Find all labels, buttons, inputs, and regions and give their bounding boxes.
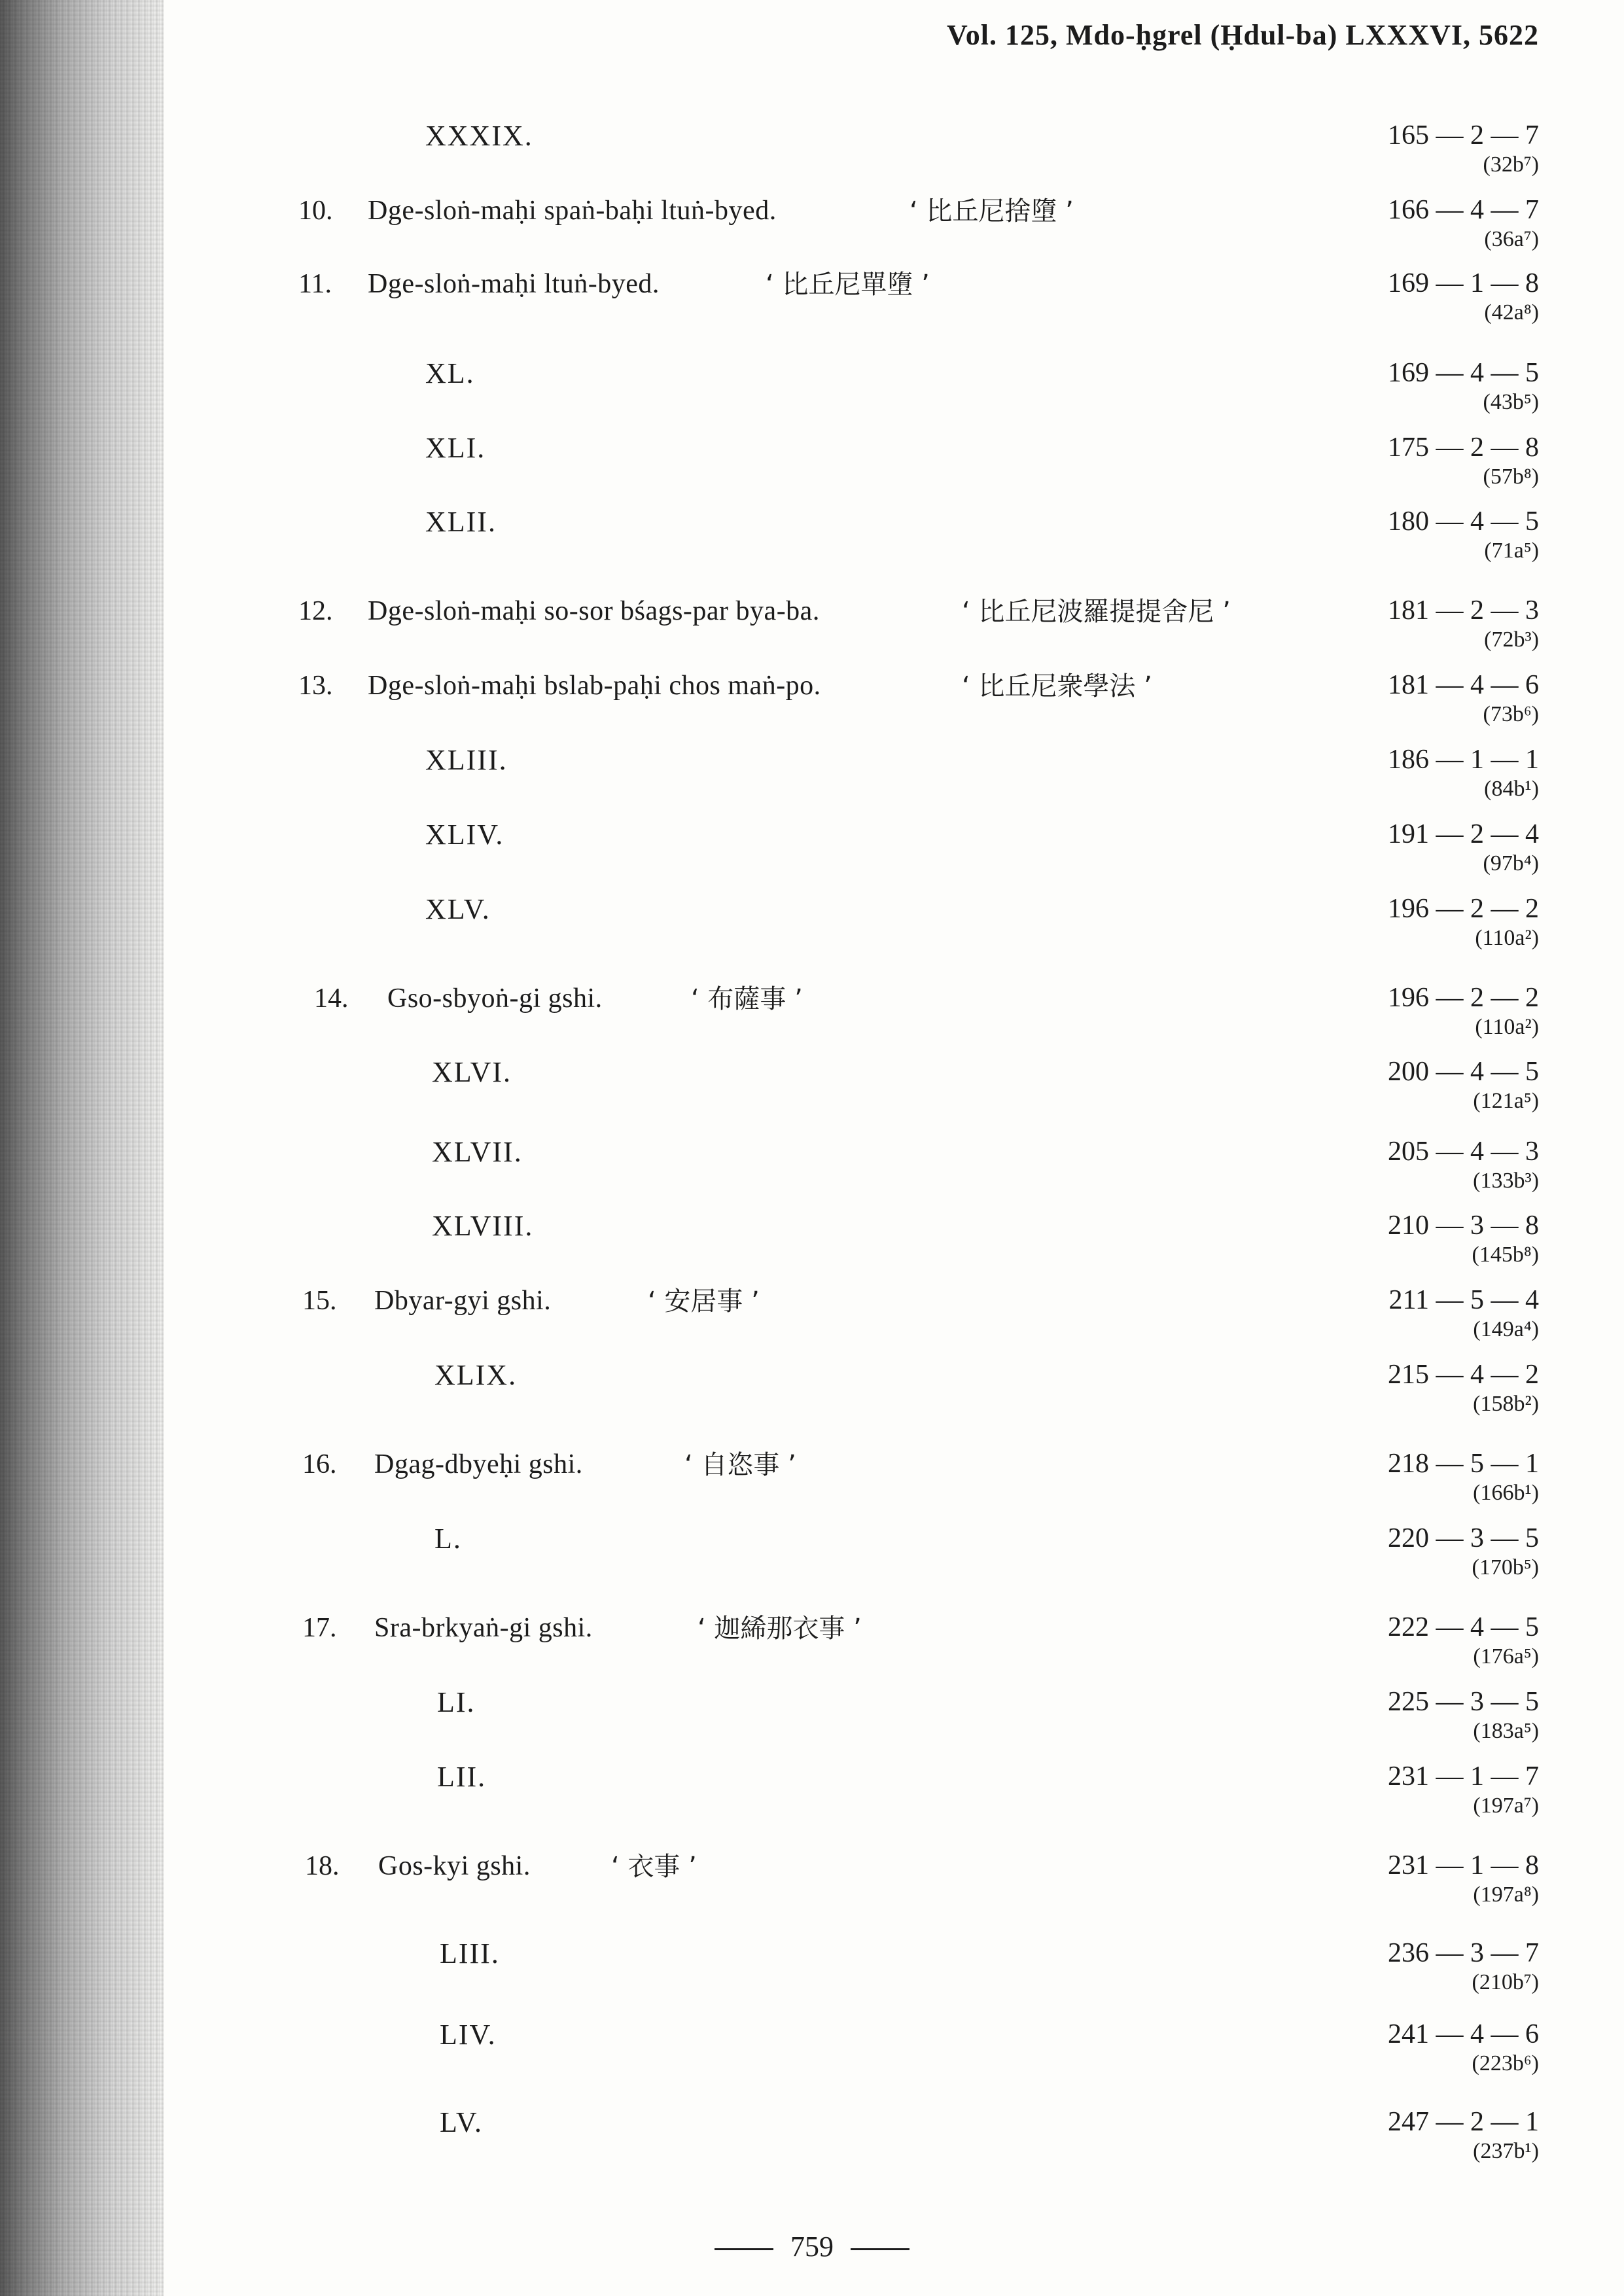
list-item [0, 1611, 1624, 1689]
folio-reference: (170b⁵) [1472, 1555, 1539, 1580]
entry-number: 16. [302, 1449, 337, 1479]
section-roman: LIII. [440, 1937, 500, 1969]
entry-chinese-title: ‘ 衣事 ’ [611, 1852, 697, 1882]
page-reference: 196 — 2 — 2 [1388, 983, 1539, 1013]
folio-reference: (57b⁸) [1483, 465, 1539, 489]
entry-chinese-title: ‘ 比丘尼波羅提提舍尼 ’ [962, 597, 1231, 627]
folio-reference: (110a²) [1475, 1015, 1539, 1039]
folio-reference: (176a⁵) [1473, 1644, 1539, 1669]
list-item [0, 743, 1624, 822]
page-reference: 236 — 3 — 7 [1388, 1938, 1539, 1968]
page-reference: 231 — 1 — 8 [1388, 1850, 1539, 1881]
folio-reference: (72b³) [1484, 627, 1539, 652]
list-item [0, 1849, 1624, 1928]
page-reference: 175 — 2 — 8 [1388, 433, 1539, 463]
folio-reference: (110a²) [1475, 926, 1539, 950]
page-reference: 181 — 2 — 3 [1388, 595, 1539, 626]
folio-reference: (133b³) [1473, 1169, 1539, 1193]
folio-reference: (32b⁷) [1483, 152, 1539, 177]
list-item [0, 594, 1624, 673]
folio-reference: (210b⁷) [1472, 1970, 1539, 1994]
entry-title: Sra-brkyaṅ-gi gshi. [374, 1613, 593, 1643]
list-item [0, 267, 1624, 345]
page-footer [0, 2230, 1624, 2263]
list-item [0, 505, 1624, 584]
page-reference: 218 — 5 — 1 [1388, 1449, 1539, 1479]
list-item [0, 1686, 1624, 1764]
page-reference: 196 — 2 — 2 [1388, 894, 1539, 924]
entry-number: 15. [302, 1286, 337, 1316]
entry-title: Dge-sloṅ-maḥi so-sor bśags-par bya-ba. [368, 596, 820, 626]
list-item [0, 1937, 1624, 2015]
entry-chinese-title: ‘ 自恣事 ’ [684, 1450, 796, 1480]
page-reference: 231 — 1 — 7 [1388, 1761, 1539, 1792]
page-reference: 211 — 5 — 4 [1388, 1285, 1539, 1315]
entry-chinese-title: ‘ 比丘尼單墮 ’ [766, 270, 930, 300]
entry-title: Dbyar-gyi gshi. [374, 1286, 552, 1316]
list-item [0, 1522, 1624, 1600]
list-item [0, 1055, 1624, 1134]
folio-reference: (97b⁴) [1483, 851, 1539, 875]
entry-chinese-title: ‘ 安居事 ’ [648, 1286, 760, 1316]
section-roman: XLII. [425, 506, 497, 538]
list-item [0, 1447, 1624, 1526]
folio-reference: (149a⁴) [1473, 1317, 1539, 1341]
list-item [0, 1358, 1624, 1437]
page-reference: 169 — 4 — 5 [1388, 358, 1539, 388]
list-item [0, 2106, 1624, 2184]
folio-reference: (121a⁵) [1473, 1089, 1539, 1113]
page-reference: 181 — 4 — 6 [1388, 670, 1539, 700]
folio-reference: (223b⁶) [1472, 2051, 1539, 2075]
folio-reference: (84b¹) [1484, 777, 1539, 801]
page-reference: 191 — 2 — 4 [1388, 819, 1539, 849]
page-reference: 205 — 4 — 3 [1388, 1137, 1539, 1167]
folio-reference: (158b²) [1473, 1392, 1539, 1416]
entry-number: 13. [298, 671, 333, 701]
page-reference: 169 — 1 — 8 [1388, 268, 1539, 298]
list-item [0, 818, 1624, 896]
folio-reference: (183a⁵) [1473, 1719, 1539, 1743]
entry-chinese-title: ‘ 迦絺那衣事 ’ [697, 1614, 862, 1644]
section-roman: XLIX. [434, 1359, 518, 1391]
list-item [0, 1284, 1624, 1362]
entry-number: 11. [298, 269, 332, 299]
page-reference: 247 — 2 — 1 [1388, 2107, 1539, 2137]
page-reference: 200 — 4 — 5 [1388, 1057, 1539, 1087]
folio-reference: (73b⁶) [1483, 702, 1539, 726]
entry-number: 12. [298, 596, 333, 626]
section-roman: XLVI. [432, 1056, 512, 1088]
entry-title: Gos-kyi gshi. [378, 1851, 531, 1881]
list-item [0, 431, 1624, 510]
section-roman: XLV. [425, 893, 491, 925]
page-reference: 180 — 4 — 5 [1388, 506, 1539, 537]
page-reference: 220 — 3 — 5 [1388, 1523, 1539, 1553]
list-item [0, 1135, 1624, 1214]
footer-rule-left [715, 2248, 773, 2250]
page-reference: 186 — 1 — 1 [1388, 745, 1539, 775]
page-reference: 166 — 4 — 7 [1388, 195, 1539, 225]
entry-title: Dgag-dbyeḥi gshi. [374, 1449, 583, 1479]
page-reference: 165 — 2 — 7 [1388, 120, 1539, 150]
entry-title: Dge-sloṅ-maḥi bslab-paḥi chos maṅ-po. [368, 671, 821, 701]
list-item [0, 119, 1624, 198]
entry-number: 18. [305, 1851, 340, 1881]
page-reference: 222 — 4 — 5 [1388, 1612, 1539, 1642]
list-item [0, 2018, 1624, 2096]
list-item [0, 194, 1624, 272]
page-reference: 225 — 3 — 5 [1388, 1687, 1539, 1717]
entry-number: 17. [302, 1613, 337, 1643]
section-roman: XLVIII. [432, 1210, 534, 1242]
section-roman: LI. [437, 1686, 476, 1718]
list-item [0, 1209, 1624, 1288]
folio-reference: (36a⁷) [1484, 227, 1539, 251]
section-roman: XXXIX. [425, 120, 533, 152]
folio-reference: (43b⁵) [1483, 390, 1539, 414]
section-roman: LV. [440, 2106, 483, 2138]
entry-chinese-title: ‘ 比丘尼衆學法 ’ [962, 671, 1152, 701]
folio-reference: (71a⁵) [1484, 539, 1539, 563]
section-roman: XLVII. [432, 1136, 523, 1168]
list-item [0, 357, 1624, 435]
section-roman: XL. [425, 357, 475, 389]
entry-number: 14. [314, 983, 349, 1014]
footer-rule-right [851, 2248, 909, 2250]
page-reference: 215 — 4 — 2 [1388, 1360, 1539, 1390]
list-item [0, 669, 1624, 747]
entry-title: Dge-sloṅ-maḥi spaṅ-baḥi ltuṅ-byed. [368, 196, 777, 226]
section-roman: XLIII. [425, 744, 508, 776]
entry-title: Dge-sloṅ-maḥi ltuṅ-byed. [368, 269, 660, 299]
section-roman: LIV. [440, 2019, 497, 2051]
folio-reference: (197a⁸) [1473, 1882, 1539, 1907]
entry-title: Gso-sbyoṅ-gi gshi. [387, 983, 603, 1014]
list-item [0, 892, 1624, 971]
entry-number: 10. [298, 196, 333, 226]
page-reference: 241 — 4 — 6 [1388, 2019, 1539, 2049]
list-item [0, 1760, 1624, 1839]
running-head: Vol. 125, Mdo-ḥgrel (Ḥdul-ba) LXXXVI, 5622 [947, 19, 1539, 51]
section-roman: LII. [437, 1761, 487, 1793]
folio-reference: (42a⁸) [1484, 300, 1539, 325]
section-roman: XLIV. [425, 819, 504, 851]
entry-chinese-title: ‘ 布薩事 ’ [691, 984, 803, 1014]
list-item [0, 981, 1624, 1060]
folio-reference: (197a⁷) [1473, 1793, 1539, 1818]
folio-reference: (166b¹) [1473, 1481, 1539, 1505]
folio-reference: (145b⁸) [1472, 1243, 1539, 1267]
page-number: 759 [790, 2231, 834, 2263]
section-roman: L. [434, 1523, 462, 1555]
entry-chinese-title: ‘ 比丘尼捨墮 ’ [909, 196, 1074, 226]
section-roman: XLI. [425, 432, 486, 464]
folio-reference: (237b¹) [1473, 2139, 1539, 2163]
page-reference: 210 — 3 — 8 [1388, 1210, 1539, 1241]
